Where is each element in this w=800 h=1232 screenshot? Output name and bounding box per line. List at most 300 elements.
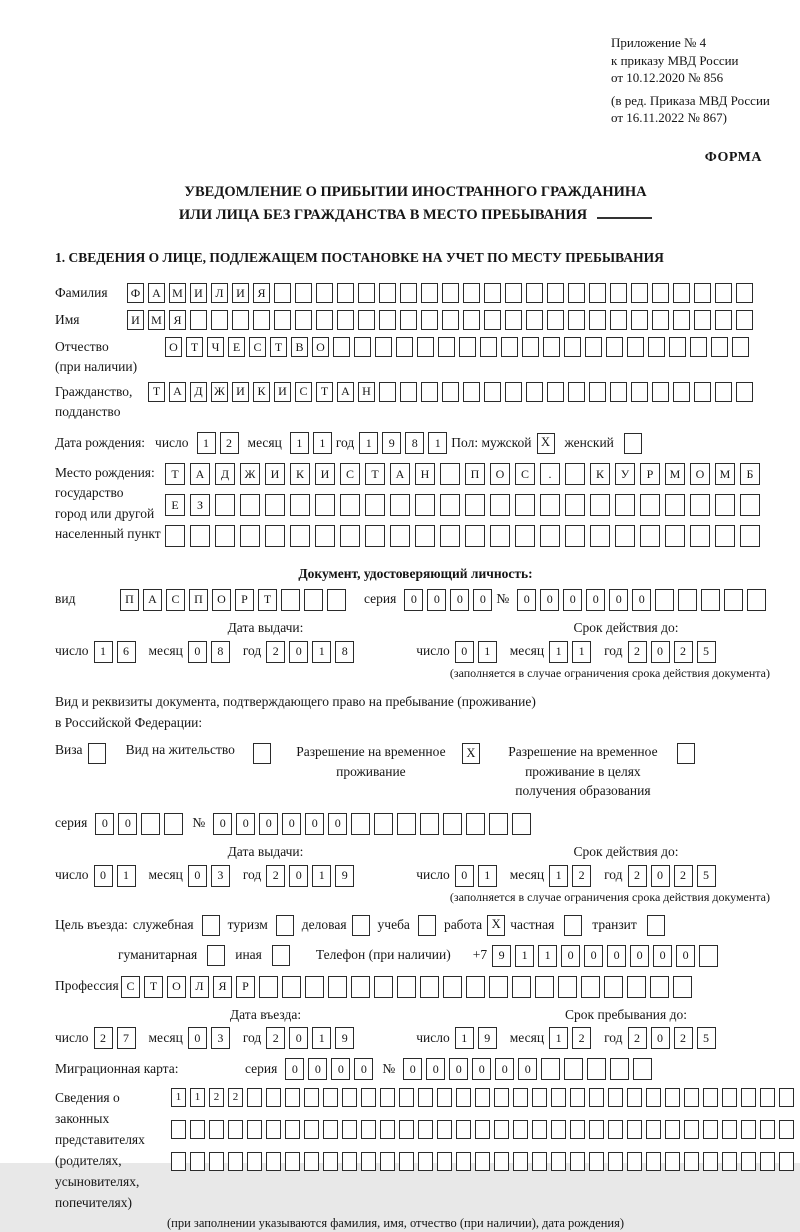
purpose-official-checkbox[interactable] (202, 915, 220, 936)
char-cell[interactable]: . (540, 463, 560, 485)
char-cell[interactable] (532, 1120, 547, 1139)
char-cell[interactable] (760, 1152, 775, 1171)
char-cell[interactable]: Ж (240, 463, 260, 485)
char-cell[interactable]: П (465, 463, 485, 485)
char-cell[interactable]: 0 (427, 589, 446, 611)
char-cell[interactable]: 0 (95, 813, 114, 835)
char-cell[interactable] (589, 1088, 604, 1107)
char-cell[interactable] (443, 813, 462, 835)
stay-month-cells[interactable] (549, 1027, 595, 1049)
char-cell[interactable]: О (167, 976, 186, 998)
char-cell[interactable] (265, 525, 285, 547)
char-cell[interactable]: 0 (676, 945, 695, 967)
char-cell[interactable]: П (189, 589, 208, 611)
char-cell[interactable]: И (315, 463, 335, 485)
purpose-study-checkbox[interactable] (418, 915, 436, 936)
char-cell[interactable] (648, 337, 665, 357)
char-cell[interactable]: 1 (549, 641, 568, 663)
char-cell[interactable] (736, 310, 753, 330)
char-cell[interactable] (747, 589, 766, 611)
char-cell[interactable]: О (165, 337, 182, 357)
char-cell[interactable] (475, 1120, 490, 1139)
char-cell[interactable] (190, 1152, 205, 1171)
char-cell[interactable] (374, 976, 393, 998)
char-cell[interactable] (190, 310, 207, 330)
char-cell[interactable] (418, 1088, 433, 1107)
char-cell[interactable] (606, 337, 623, 357)
char-cell[interactable] (694, 382, 711, 402)
sex-male-checkbox[interactable]: X (537, 433, 555, 454)
char-cell[interactable] (399, 1088, 414, 1107)
char-cell[interactable] (684, 1152, 699, 1171)
char-cell[interactable] (608, 1120, 623, 1139)
char-cell[interactable] (456, 1088, 471, 1107)
char-cell[interactable]: 0 (289, 865, 308, 887)
char-cell[interactable] (650, 976, 669, 998)
char-cell[interactable]: 0 (404, 589, 423, 611)
char-cell[interactable]: Р (640, 463, 660, 485)
char-cell[interactable] (440, 494, 460, 516)
char-cell[interactable]: Т (365, 463, 385, 485)
char-cell[interactable] (501, 337, 518, 357)
char-cell[interactable] (315, 494, 335, 516)
char-cell[interactable]: С (295, 382, 312, 402)
char-cell[interactable]: 0 (328, 813, 347, 835)
char-cell[interactable]: 2 (674, 865, 693, 887)
char-cell[interactable] (421, 310, 438, 330)
purpose-transit-checkbox[interactable] (647, 915, 665, 936)
mig-number-cells[interactable] (403, 1058, 656, 1080)
char-cell[interactable] (342, 1120, 357, 1139)
char-cell[interactable] (565, 525, 585, 547)
char-cell[interactable]: 1 (117, 865, 136, 887)
char-cell[interactable] (164, 813, 183, 835)
char-cell[interactable] (741, 1120, 756, 1139)
char-cell[interactable] (440, 463, 460, 485)
char-cell[interactable] (247, 1152, 262, 1171)
char-cell[interactable] (337, 283, 354, 303)
char-cell[interactable]: 0 (518, 1058, 537, 1080)
char-cell[interactable] (340, 494, 360, 516)
char-cell[interactable]: О (490, 463, 510, 485)
char-cell[interactable]: К (253, 382, 270, 402)
char-cell[interactable]: И (190, 283, 207, 303)
char-cell[interactable] (779, 1152, 794, 1171)
char-cell[interactable] (342, 1152, 357, 1171)
char-cell[interactable]: 7 (117, 1027, 136, 1049)
phone-cells[interactable] (492, 945, 722, 967)
char-cell[interactable] (361, 1088, 376, 1107)
char-cell[interactable]: 1 (549, 1027, 568, 1049)
purpose-business-checkbox[interactable] (352, 915, 370, 936)
char-cell[interactable]: Т (316, 382, 333, 402)
char-cell[interactable]: С (249, 337, 266, 357)
char-cell[interactable]: 0 (455, 865, 474, 887)
char-cell[interactable]: 2 (628, 1027, 647, 1049)
first-name-cells[interactable] (127, 310, 757, 330)
char-cell[interactable] (526, 283, 543, 303)
char-cell[interactable] (365, 525, 385, 547)
char-cell[interactable]: 0 (289, 641, 308, 663)
char-cell[interactable] (665, 1120, 680, 1139)
legal-reps-cells-row2[interactable] (171, 1120, 798, 1139)
expiry-day-cells[interactable] (455, 641, 501, 663)
profession-cells[interactable] (121, 976, 696, 998)
visa-checkbox[interactable] (88, 743, 106, 764)
char-cell[interactable]: 0 (472, 1058, 491, 1080)
char-cell[interactable] (463, 382, 480, 402)
char-cell[interactable] (627, 1088, 642, 1107)
char-cell[interactable]: 0 (259, 813, 278, 835)
char-cell[interactable]: Е (165, 494, 185, 516)
char-cell[interactable]: А (390, 463, 410, 485)
char-cell[interactable]: 1 (290, 432, 309, 454)
issue-month-cells[interactable] (188, 641, 234, 663)
temp-residence-checkbox[interactable]: X (462, 743, 480, 764)
char-cell[interactable]: Т (258, 589, 277, 611)
char-cell[interactable] (604, 976, 623, 998)
char-cell[interactable]: 1 (313, 432, 332, 454)
char-cell[interactable] (327, 589, 346, 611)
char-cell[interactable] (565, 494, 585, 516)
char-cell[interactable] (587, 1058, 606, 1080)
char-cell[interactable]: Ж (211, 382, 228, 402)
char-cell[interactable] (443, 976, 462, 998)
char-cell[interactable]: 0 (331, 1058, 350, 1080)
char-cell[interactable] (442, 310, 459, 330)
char-cell[interactable]: 8 (405, 432, 424, 454)
char-cell[interactable]: 6 (117, 641, 136, 663)
char-cell[interactable]: Н (415, 463, 435, 485)
char-cell[interactable] (722, 1120, 737, 1139)
birth-year-cells[interactable] (359, 432, 451, 454)
char-cell[interactable] (615, 494, 635, 516)
char-cell[interactable] (551, 1088, 566, 1107)
char-cell[interactable] (665, 1152, 680, 1171)
char-cell[interactable] (232, 310, 249, 330)
char-cell[interactable] (190, 525, 210, 547)
char-cell[interactable]: 1 (572, 641, 591, 663)
char-cell[interactable] (646, 1120, 661, 1139)
char-cell[interactable] (570, 1152, 585, 1171)
char-cell[interactable] (631, 283, 648, 303)
char-cell[interactable] (328, 976, 347, 998)
char-cell[interactable] (505, 382, 522, 402)
char-cell[interactable] (190, 1120, 205, 1139)
doc-number-cells[interactable] (517, 589, 770, 611)
char-cell[interactable]: П (120, 589, 139, 611)
char-cell[interactable] (513, 1120, 528, 1139)
char-cell[interactable] (564, 337, 581, 357)
char-cell[interactable] (437, 1120, 452, 1139)
purpose-other-checkbox[interactable] (272, 945, 290, 966)
char-cell[interactable] (526, 382, 543, 402)
res-number-cells[interactable] (213, 813, 535, 835)
char-cell[interactable] (438, 337, 455, 357)
char-cell[interactable] (570, 1120, 585, 1139)
char-cell[interactable] (490, 494, 510, 516)
purpose-work-checkbox[interactable]: X (487, 915, 505, 936)
char-cell[interactable]: М (715, 463, 735, 485)
char-cell[interactable]: 0 (561, 945, 580, 967)
char-cell[interactable]: 2 (220, 432, 239, 454)
char-cell[interactable]: 2 (674, 1027, 693, 1049)
char-cell[interactable]: Я (213, 976, 232, 998)
char-cell[interactable] (740, 494, 760, 516)
char-cell[interactable] (266, 1120, 281, 1139)
char-cell[interactable]: 2 (266, 1027, 285, 1049)
char-cell[interactable] (417, 337, 434, 357)
char-cell[interactable] (512, 813, 531, 835)
char-cell[interactable]: Ф (127, 283, 144, 303)
char-cell[interactable] (209, 1120, 224, 1139)
char-cell[interactable] (361, 1120, 376, 1139)
char-cell[interactable] (380, 1152, 395, 1171)
char-cell[interactable]: 1 (171, 1088, 186, 1107)
char-cell[interactable]: 5 (697, 865, 716, 887)
char-cell[interactable]: И (274, 382, 291, 402)
char-cell[interactable]: А (337, 382, 354, 402)
char-cell[interactable]: 3 (211, 865, 230, 887)
char-cell[interactable] (568, 283, 585, 303)
char-cell[interactable]: 2 (228, 1088, 243, 1107)
char-cell[interactable]: 1 (94, 641, 113, 663)
char-cell[interactable]: 1 (312, 1027, 331, 1049)
char-cell[interactable]: 2 (266, 865, 285, 887)
issue-year-cells[interactable] (266, 641, 358, 663)
char-cell[interactable]: 1 (478, 641, 497, 663)
char-cell[interactable] (715, 382, 732, 402)
char-cell[interactable] (547, 310, 564, 330)
char-cell[interactable] (565, 463, 585, 485)
char-cell[interactable]: 0 (403, 1058, 422, 1080)
char-cell[interactable]: А (190, 463, 210, 485)
char-cell[interactable] (665, 1088, 680, 1107)
char-cell[interactable] (305, 976, 324, 998)
entry-day-cells[interactable] (94, 1027, 140, 1049)
char-cell[interactable] (165, 525, 185, 547)
char-cell[interactable]: И (265, 463, 285, 485)
char-cell[interactable]: 0 (282, 813, 301, 835)
char-cell[interactable] (323, 1152, 338, 1171)
char-cell[interactable] (760, 1120, 775, 1139)
char-cell[interactable]: 1 (312, 865, 331, 887)
char-cell[interactable]: О (312, 337, 329, 357)
char-cell[interactable] (526, 310, 543, 330)
char-cell[interactable] (323, 1088, 338, 1107)
char-cell[interactable] (442, 382, 459, 402)
char-cell[interactable]: С (515, 463, 535, 485)
char-cell[interactable]: 0 (540, 589, 559, 611)
char-cell[interactable]: 0 (188, 1027, 207, 1049)
char-cell[interactable] (421, 382, 438, 402)
char-cell[interactable]: 0 (285, 1058, 304, 1080)
char-cell[interactable] (421, 283, 438, 303)
birth-month-cells[interactable] (290, 432, 336, 454)
char-cell[interactable] (515, 494, 535, 516)
char-cell[interactable] (581, 976, 600, 998)
char-cell[interactable]: 9 (335, 865, 354, 887)
char-cell[interactable] (779, 1088, 794, 1107)
char-cell[interactable]: И (232, 283, 249, 303)
char-cell[interactable] (437, 1088, 452, 1107)
char-cell[interactable] (589, 1152, 604, 1171)
patronymic-cells[interactable] (165, 337, 753, 357)
char-cell[interactable] (646, 1152, 661, 1171)
char-cell[interactable] (333, 337, 350, 357)
char-cell[interactable] (420, 976, 439, 998)
char-cell[interactable] (141, 813, 160, 835)
char-cell[interactable] (646, 1088, 661, 1107)
char-cell[interactable] (365, 494, 385, 516)
birth-place-cells-row1[interactable] (165, 463, 765, 485)
char-cell[interactable] (490, 525, 510, 547)
char-cell[interactable] (532, 1152, 547, 1171)
citizenship-cells[interactable] (148, 382, 757, 402)
char-cell[interactable] (323, 1120, 338, 1139)
char-cell[interactable]: З (190, 494, 210, 516)
char-cell[interactable] (694, 310, 711, 330)
char-cell[interactable]: 2 (628, 641, 647, 663)
char-cell[interactable]: Д (215, 463, 235, 485)
char-cell[interactable] (669, 337, 686, 357)
char-cell[interactable] (240, 494, 260, 516)
char-cell[interactable]: 9 (335, 1027, 354, 1049)
char-cell[interactable]: 0 (651, 641, 670, 663)
char-cell[interactable] (285, 1088, 300, 1107)
char-cell[interactable] (247, 1120, 262, 1139)
char-cell[interactable] (505, 310, 522, 330)
char-cell[interactable] (337, 310, 354, 330)
char-cell[interactable] (779, 1120, 794, 1139)
char-cell[interactable]: 0 (213, 813, 232, 835)
char-cell[interactable]: 2 (572, 865, 591, 887)
char-cell[interactable] (610, 1058, 629, 1080)
char-cell[interactable] (358, 310, 375, 330)
char-cell[interactable] (608, 1088, 623, 1107)
char-cell[interactable]: Л (190, 976, 209, 998)
char-cell[interactable]: 1 (312, 641, 331, 663)
char-cell[interactable]: 0 (653, 945, 672, 967)
char-cell[interactable] (290, 525, 310, 547)
char-cell[interactable] (570, 1088, 585, 1107)
res-issue-month-cells[interactable] (188, 865, 234, 887)
doc-series-cells[interactable] (404, 589, 496, 611)
char-cell[interactable]: Р (235, 589, 254, 611)
char-cell[interactable]: Д (190, 382, 207, 402)
char-cell[interactable]: Ч (207, 337, 224, 357)
char-cell[interactable]: 0 (426, 1058, 445, 1080)
char-cell[interactable]: 1 (515, 945, 534, 967)
char-cell[interactable] (475, 1088, 490, 1107)
char-cell[interactable]: 1 (190, 1088, 205, 1107)
char-cell[interactable]: Н (358, 382, 375, 402)
char-cell[interactable] (456, 1120, 471, 1139)
char-cell[interactable]: Я (169, 310, 186, 330)
char-cell[interactable] (418, 1120, 433, 1139)
char-cell[interactable]: 0 (632, 589, 651, 611)
surname-cells[interactable] (127, 283, 757, 303)
char-cell[interactable] (465, 525, 485, 547)
char-cell[interactable]: Я (253, 283, 270, 303)
char-cell[interactable] (399, 1152, 414, 1171)
char-cell[interactable] (437, 1152, 452, 1171)
char-cell[interactable] (547, 283, 564, 303)
char-cell[interactable] (316, 310, 333, 330)
doc-type-cells[interactable] (120, 589, 350, 611)
char-cell[interactable] (465, 494, 485, 516)
char-cell[interactable] (399, 1120, 414, 1139)
char-cell[interactable] (610, 310, 627, 330)
birth-place-cells-row3[interactable] (165, 525, 765, 547)
char-cell[interactable] (711, 337, 728, 357)
char-cell[interactable] (304, 1088, 319, 1107)
char-cell[interactable] (564, 1058, 583, 1080)
char-cell[interactable]: Т (165, 463, 185, 485)
char-cell[interactable] (724, 589, 743, 611)
char-cell[interactable]: М (169, 283, 186, 303)
char-cell[interactable]: 0 (188, 641, 207, 663)
char-cell[interactable]: 2 (209, 1088, 224, 1107)
char-cell[interactable]: 0 (455, 641, 474, 663)
char-cell[interactable] (484, 310, 501, 330)
char-cell[interactable] (351, 976, 370, 998)
char-cell[interactable] (585, 337, 602, 357)
char-cell[interactable] (627, 976, 646, 998)
char-cell[interactable] (722, 1088, 737, 1107)
char-cell[interactable]: Р (236, 976, 255, 998)
char-cell[interactable]: Т (144, 976, 163, 998)
char-cell[interactable] (760, 1088, 775, 1107)
char-cell[interactable] (633, 1058, 652, 1080)
char-cell[interactable]: 0 (473, 589, 492, 611)
char-cell[interactable] (678, 589, 697, 611)
char-cell[interactable]: 0 (188, 865, 207, 887)
char-cell[interactable]: 1 (359, 432, 378, 454)
char-cell[interactable] (484, 382, 501, 402)
char-cell[interactable] (228, 1120, 243, 1139)
char-cell[interactable] (505, 283, 522, 303)
char-cell[interactable] (340, 525, 360, 547)
char-cell[interactable] (484, 283, 501, 303)
char-cell[interactable]: М (665, 463, 685, 485)
char-cell[interactable]: 1 (197, 432, 216, 454)
char-cell[interactable] (342, 1088, 357, 1107)
char-cell[interactable]: 0 (630, 945, 649, 967)
char-cell[interactable] (631, 310, 648, 330)
char-cell[interactable] (535, 976, 554, 998)
char-cell[interactable] (266, 1152, 281, 1171)
char-cell[interactable]: 8 (211, 641, 230, 663)
char-cell[interactable]: 0 (289, 1027, 308, 1049)
char-cell[interactable] (459, 337, 476, 357)
char-cell[interactable]: И (127, 310, 144, 330)
char-cell[interactable] (568, 382, 585, 402)
char-cell[interactable]: 0 (609, 589, 628, 611)
char-cell[interactable] (211, 310, 228, 330)
char-cell[interactable]: 5 (697, 1027, 716, 1049)
char-cell[interactable] (463, 283, 480, 303)
char-cell[interactable] (290, 494, 310, 516)
char-cell[interactable]: 0 (586, 589, 605, 611)
char-cell[interactable]: С (166, 589, 185, 611)
char-cell[interactable]: Б (740, 463, 760, 485)
char-cell[interactable] (415, 494, 435, 516)
char-cell[interactable]: А (143, 589, 162, 611)
char-cell[interactable]: 1 (455, 1027, 474, 1049)
char-cell[interactable] (589, 310, 606, 330)
char-cell[interactable] (540, 494, 560, 516)
